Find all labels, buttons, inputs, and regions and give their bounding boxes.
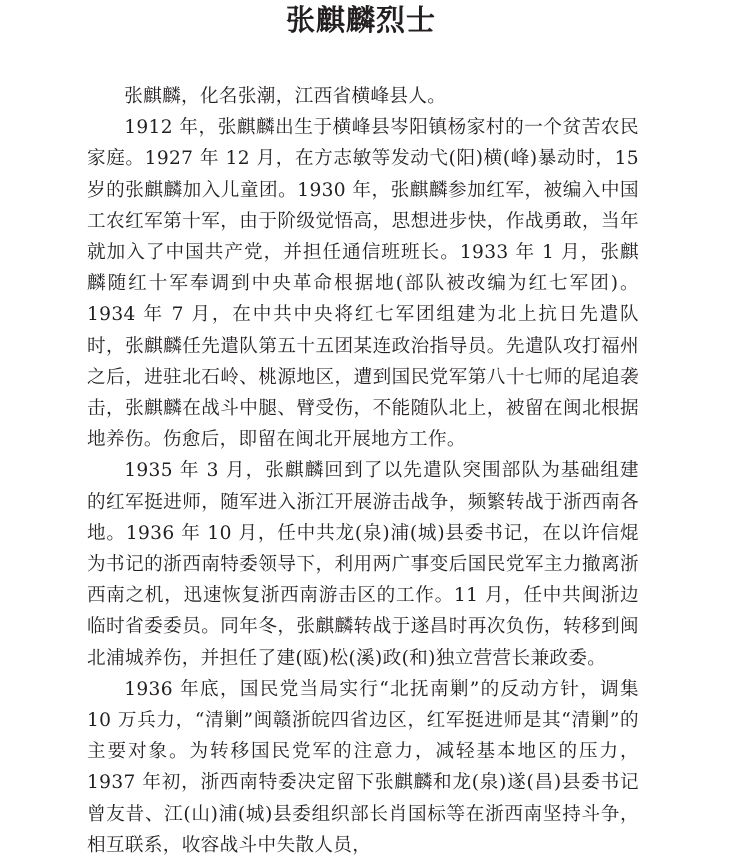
page-title: 张麒麟烈士 [285,3,436,37]
paragraph-3: 1935 年 3 月，张麒麟回到了以先遣队突围部队为基础组建的红军挺进师，随军进入浙江开展游击战争，频繁转战于浙西南各地。1936 年 10 月，任中共龙(泉)浦(城)县委书记，在以许信焜为书记的浙西南特委领导下，利用两广事变后国民党军主力撤离浙西南之机，迅速恢复浙西南游击区的工作。11 月，任中共闽浙边临时省委委员。同年冬，张麒麟转战于遂昌时再次负伤，转移到闽北浦城养伤，并担任了建(瓯)松(溪)政(和)独立营营长兼政委。 [87,460,639,669]
paragraph-2: 1912 年，张麒麟出生于横峰县岑阳镇杨家村的一个贫苦农民家庭。1927 年 12 月，在方志敏等发动弋(阳)横(峰)暴动时，15 岁的张麒麟加入儿童团。1930 年，张麒麟参加红军，被编入中国工农红军第十军，由于阶级觉悟高，思想进步快，作战勇敢，当年就加入了中国共产党，并担任通信班班长。1933 年 1 月，张麒麟随红十军奉调到中央革命根据地(部队被改编为红七军团)。1934 年 7 月，在中共中央将红七军团组建为北上抗日先遣队时，张麒麟任先遣队第五十五团某连政治指导员。先遣队攻打福州之后，进驻北石岭、桃源地区，遭到国民党军第八十七师的尾追袭击，张麒麟在战斗中腿、臂受伤，不能随队北上，被留在闽北根据地养伤。伤愈后，即留在闽北开展地方工作。 [87,117,639,451]
article-body [87,81,639,861]
paragraph-4: 1936 年底，国民党当局实行“北抚南剿”的反动方针，调集 10 万兵力，“清剿”闽赣浙皖四省边区，红军挺进师是其“清剿”的主要对象。为转移国民党军的注意力，减轻基本地区的压力，1937 年初，浙西南特委决定留下张麒麟和龙(泉)遂(昌)县委书记曾友昔、江(山)浦(城)县委组织部长肖国标等在浙西南坚持斗争，相互联系，收容战斗中失散人员， [87,678,639,856]
paragraph-1: 张麒麟，化名张潮，江西省横峰县人。 [124,86,447,107]
